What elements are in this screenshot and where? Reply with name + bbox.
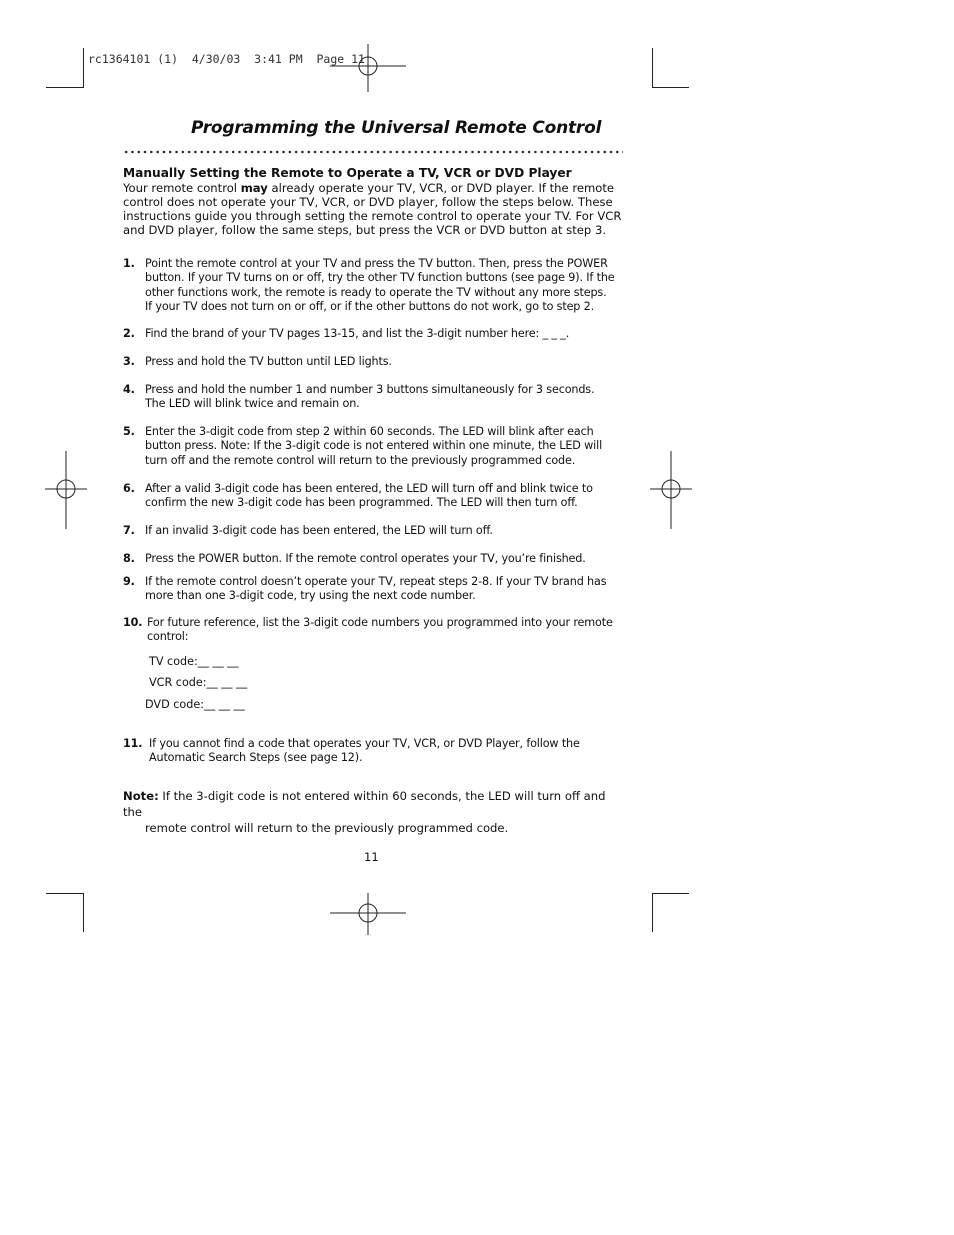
registration-mark-left [45,451,87,529]
step-text: Point the remote control at your TV and press the TV button. Then, press the POWER button. If your TV turns on or off, try the other TV function buttons (see page 9). If the other functions work, the remote is ready to operate the TV without any more steps. If your TV does not turn on or off, or if the other buttons do not work, go to step 2. [145,257,615,313]
step-number: 9. [123,575,135,588]
intro-text-2: already operate your TV, VCR, or DVD player. If the remote control does not operate your TV, VCR, or DVD player, follow the steps below. These instructions guide you through setting the remote control to operate your TV. For VCR and DVD player, follow the same steps, but press the VCR or DVD button at step 3. [123,181,622,237]
note-label: Note: [123,789,159,803]
step-number: 10. [123,616,143,629]
step-text: Find the brand of your TV pages 13-15, and list the 3-digit number here: _ _ _. [145,327,570,340]
tv-code-line: TV code:__ __ __ [149,655,239,668]
step-text: If you cannot find a code that operates your TV, VCR, or DVD Player, follow the Automatic Search Steps (see page 12). [149,737,580,765]
crop-mark [83,48,84,87]
step-text: Press and hold the number 1 and number 3 buttons simultaneously for 3 seconds. The LED will blink twice and remain on. [145,383,595,411]
dvd-code-line: DVD code:__ __ __ [145,698,245,711]
step-number: 3. [123,355,135,368]
page-title: Programming the Universal Remote Control [191,118,602,138]
step-text: For future reference, list the 3-digit code numbers you programmed into your remote control: [147,616,613,644]
registration-mark-top [330,44,406,92]
step-number: 8. [123,552,135,565]
step-number: 2. [123,327,135,340]
step-number: 5. [123,425,135,438]
step-7 [123,524,615,538]
step-text: Enter the 3-digit code from step 2 within 60 seconds. The LED will blink after each button press. Note: If the 3-digit code is not entered within one minute, the LED will turn off and the remote control will return to the previously programmed code. [145,425,603,467]
crop-mark [652,893,653,932]
step-3 [123,355,615,369]
step-number: 6. [123,482,135,495]
step-10 [123,616,615,645]
note-text: If the 3-digit code is not entered within 60 seconds, the LED will turn off and the [123,789,606,819]
registration-mark-bottom [330,893,406,935]
step-text: If the remote control doesn’t operate your TV, repeat steps 2-8. If your TV brand has more than one 3-digit code, try using the next code number. [145,575,607,603]
step-number: 4. [123,383,135,396]
vcr-code-line: VCR code:__ __ __ [149,676,248,689]
print-slug: rc1364101 (1) 4/30/03 3:41 PM Page 11 [88,52,365,66]
crop-mark [83,893,84,932]
step-9 [123,575,615,604]
step-4 [123,383,615,412]
dotted-rule [123,148,623,156]
crop-mark [652,87,689,88]
crop-mark [46,87,84,88]
intro-text-1: Your remote control [123,181,241,195]
step-number: 11. [123,737,143,750]
step-2 [123,327,615,341]
step-text: If an invalid 3-digit code has been entered, the LED will turn off. [145,524,493,537]
step-text: Press and hold the TV button until LED lights. [145,355,392,368]
intro-paragraph [123,181,623,237]
section-heading: Manually Setting the Remote to Operate a TV, VCR or DVD Player [123,166,572,180]
step-text: After a valid 3-digit code has been entered, the LED will turn off and blink twice to confirm the new 3-digit code has been programmed. The LED will then turn off. [145,482,593,510]
note-continuation: remote control will return to the previously programmed code. [145,821,509,835]
intro-emphasis: may [240,181,268,195]
step-5 [123,425,615,468]
step-8 [123,552,615,566]
step-11 [123,737,615,766]
step-6 [123,482,615,511]
crop-mark [652,48,653,87]
crop-mark [46,893,84,894]
note-paragraph [123,788,623,836]
step-text: Press the POWER button. If the remote control operates your TV, you’re finished. [145,552,586,565]
crop-mark [652,893,689,894]
registration-mark-right [650,451,692,529]
page-number: 11 [364,850,379,864]
step-1 [123,257,615,314]
step-number: 7. [123,524,135,537]
step-number: 1. [123,257,135,270]
